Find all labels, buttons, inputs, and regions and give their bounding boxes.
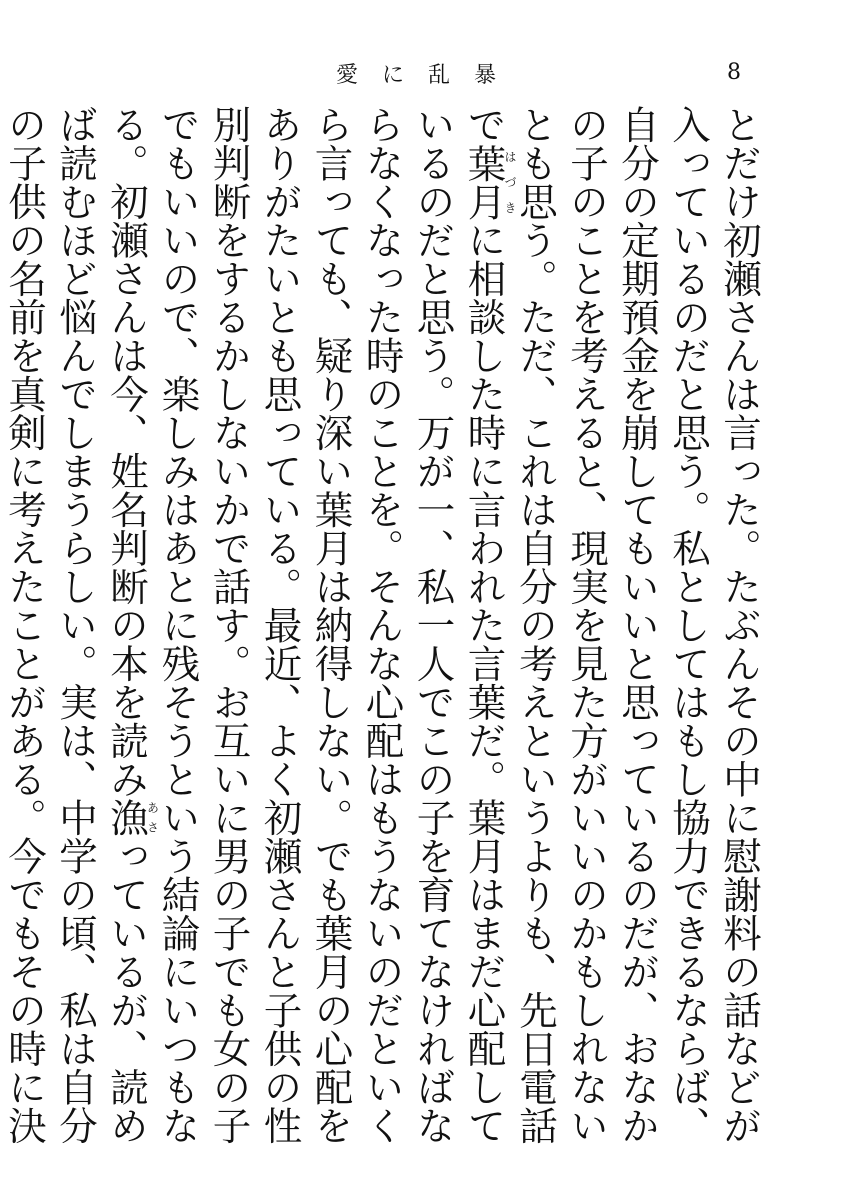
ruby-base: 葉月	[461, 143, 507, 221]
body-paragraph	[0, 105, 765, 1175]
text-segment: とだけ初瀬さんは言った。たぶんその中に慰謝料の話などが入っているのだと思う。私としてはもし協力できるならば、自分の定期預金を崩してもいいと思っているのだが、おなかの子のことを考えると、現実を見た方がいいのかもしれないとも思う。ただ、これは自分の考えというよりも、先日電話で	[461, 105, 762, 1145]
ruby-reading: あさ	[145, 798, 160, 837]
running-header: 愛に乱暴	[336, 63, 521, 88]
body-text	[2, 105, 765, 1175]
text-segment: っているが、読めば読むほど悩んでしまうらしい。実は、中学の頃、私は自分の子供の名前を真剣に考えたことがある。今でもその時に決	[2, 105, 149, 1145]
page-number: 8	[727, 60, 741, 85]
ruby-word	[104, 798, 160, 837]
text-segment: に相談した時に言われた言葉だ。葉月はまだ心配しているのだと思う。万が一、私一人でこの子を育てなければならなくなった時のことを。そんな心配はもうないのだといくら言っても、疑り深い葉月は納得しない。でも葉月の心配をありがたいとも思っている。最近、よく初瀬さんと子供の性別判断をするかしないかで話す。お互いに男の子でも女の子でもいいので、楽しみはあとに残そうという結論にいつもなる。初瀬さんは今、姓名判断の本を読み	[104, 105, 507, 1145]
ruby-reading: はづき	[503, 143, 517, 221]
ruby-word	[461, 143, 517, 221]
ruby-base: 漁	[104, 798, 149, 837]
